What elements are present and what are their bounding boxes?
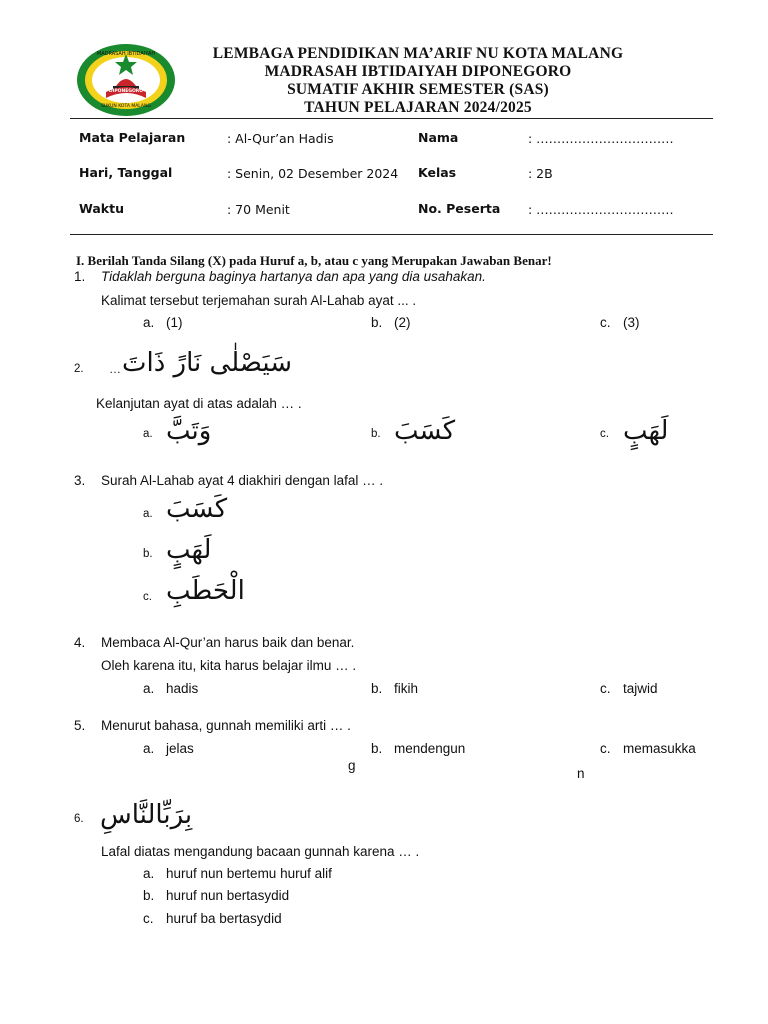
class-label: Kelas [418, 165, 457, 180]
q2-option-a[interactable]: وَتَبَّ [166, 416, 212, 446]
q1-option-c-letter[interactable]: c. [600, 315, 611, 330]
institution-name: LEMBAGA PENDIDIKAN MA’ARIF NU KOTA MALANG [212, 45, 624, 62]
q2-option-b[interactable]: كَسَبَ [394, 416, 456, 446]
header-divider [70, 118, 713, 119]
q3-prompt: Surah Al-Lahab ayat 4 diakhiri dengan lafal … . [101, 473, 384, 488]
section-instruction: I. Berilah Tanda Silang (X) pada Huruf a, b, atau c yang Merupakan Jawaban Benar! [76, 253, 552, 268]
q2-ellipsis: … [109, 362, 121, 376]
q5-option-c-wrap: n [577, 766, 585, 781]
q2-option-b-letter[interactable]: b. [371, 428, 381, 440]
name-label: Nama [418, 130, 459, 145]
q4-option-b[interactable]: fikih [394, 681, 419, 696]
q4-option-b-letter[interactable]: b. [371, 681, 383, 696]
q1-option-c[interactable]: (3) [623, 315, 640, 330]
info-divider [70, 234, 713, 235]
q6-option-b-letter[interactable]: b. [143, 888, 155, 903]
q4-text: Membaca Al-Qur’an harus baik dan benar. [101, 635, 355, 650]
q6-number: 6. [74, 813, 84, 825]
class-value: : 2B [528, 166, 553, 181]
q6-arabic-word: بِرَبِّالنَّاسِ [100, 800, 193, 830]
q6-option-c[interactable]: huruf ba bertasydid [166, 911, 282, 926]
q6-option-c-letter[interactable]: c. [143, 911, 154, 926]
q1-option-a-letter[interactable]: a. [143, 315, 155, 330]
q6-prompt: Lafal diatas mengandung bacaan gunnah karena … . [101, 844, 420, 859]
q6-option-b[interactable]: huruf nun bertasydid [166, 888, 290, 903]
q6-option-a[interactable]: huruf nun bertemu huruf alif [166, 866, 332, 881]
q4-number: 4. [74, 635, 86, 650]
q3-option-a-letter[interactable]: a. [143, 508, 153, 520]
q4-option-c-letter[interactable]: c. [600, 681, 611, 696]
q1-prompt: Kalimat tersebut terjemahan surah Al-Lahab ayat ... . [101, 293, 417, 308]
q4-option-a-letter[interactable]: a. [143, 681, 155, 696]
q5-prompt: Menurut bahasa, gunnah memiliki arti … . [101, 718, 351, 733]
q2-option-c[interactable]: لَهَبٍ [623, 416, 669, 446]
q1-option-a[interactable]: (1) [166, 315, 183, 330]
q4-option-c[interactable]: tajwid [623, 681, 658, 696]
q3-option-b[interactable]: لَهَبٍ [166, 535, 212, 565]
q3-option-c[interactable]: الْحَطَبِ [166, 576, 245, 606]
q1-option-b-letter[interactable]: b. [371, 315, 383, 330]
q5-option-c[interactable]: memasukka [623, 741, 696, 756]
q5-option-b-wrap: g [348, 758, 356, 773]
q2-arabic-verse: سَيَصْلٰى نَارً ذَاتَ [122, 348, 292, 378]
q5-option-a[interactable]: jelas [166, 741, 194, 756]
date-label: Hari, Tanggal [79, 165, 173, 180]
q5-option-a-letter[interactable]: a. [143, 741, 155, 756]
time-value: : 70 Menit [227, 202, 290, 217]
q1-number: 1. [74, 269, 86, 284]
q4-option-a[interactable]: hadis [166, 681, 199, 696]
q2-option-a-letter[interactable]: a. [143, 428, 153, 440]
q4-prompt: Oleh karena itu, kita harus belajar ilmu … . [101, 658, 357, 673]
subject-label: Mata Pelajaran [79, 130, 186, 145]
logo-banner-text: DIPONEGORO [108, 89, 144, 94]
q3-option-c-letter[interactable]: c. [143, 591, 152, 603]
academic-year: TAHUN PELAJARAN 2024/2025 [304, 99, 532, 116]
q5-number: 5. [74, 718, 86, 733]
name-field[interactable]: : …………………………… [528, 131, 674, 146]
date-value: : Senin, 02 Desember 2024 [227, 166, 399, 181]
q1-text: Tidaklah berguna baginya hartanya dan apa yang dia usahakan. [101, 269, 486, 284]
subject-value: : Al-Qur’an Hadis [227, 131, 334, 146]
q2-option-c-letter[interactable]: c. [600, 428, 609, 440]
q2-number: 2. [74, 363, 84, 375]
time-label: Waktu [79, 201, 124, 216]
q6-option-a-letter[interactable]: a. [143, 866, 155, 881]
q5-option-b[interactable]: mendengun [394, 741, 466, 756]
school-name: MADRASAH IBTIDAIYAH DIPONEGORO [264, 63, 572, 80]
q2-prompt: Kelanjutan ayat di atas adalah … . [96, 396, 302, 411]
logo-bottom-text: SUKUN KOTA MALANG [101, 104, 151, 109]
logo-top-text: MADRASAH IBTIDAIYAH [96, 51, 156, 57]
q5-option-c-letter[interactable]: c. [600, 741, 611, 756]
exam-number-label: No. Peserta [418, 201, 501, 216]
q3-option-b-letter[interactable]: b. [143, 548, 153, 560]
exam-title: SUMATIF AKHIR SEMESTER (SAS) [287, 81, 549, 98]
q3-option-a[interactable]: كَسَبَ [166, 494, 228, 524]
exam-number-field[interactable]: : …………………………… [528, 202, 674, 217]
q5-option-b-letter[interactable]: b. [371, 741, 383, 756]
q3-number: 3. [74, 473, 86, 488]
q1-option-b[interactable]: (2) [394, 315, 411, 330]
